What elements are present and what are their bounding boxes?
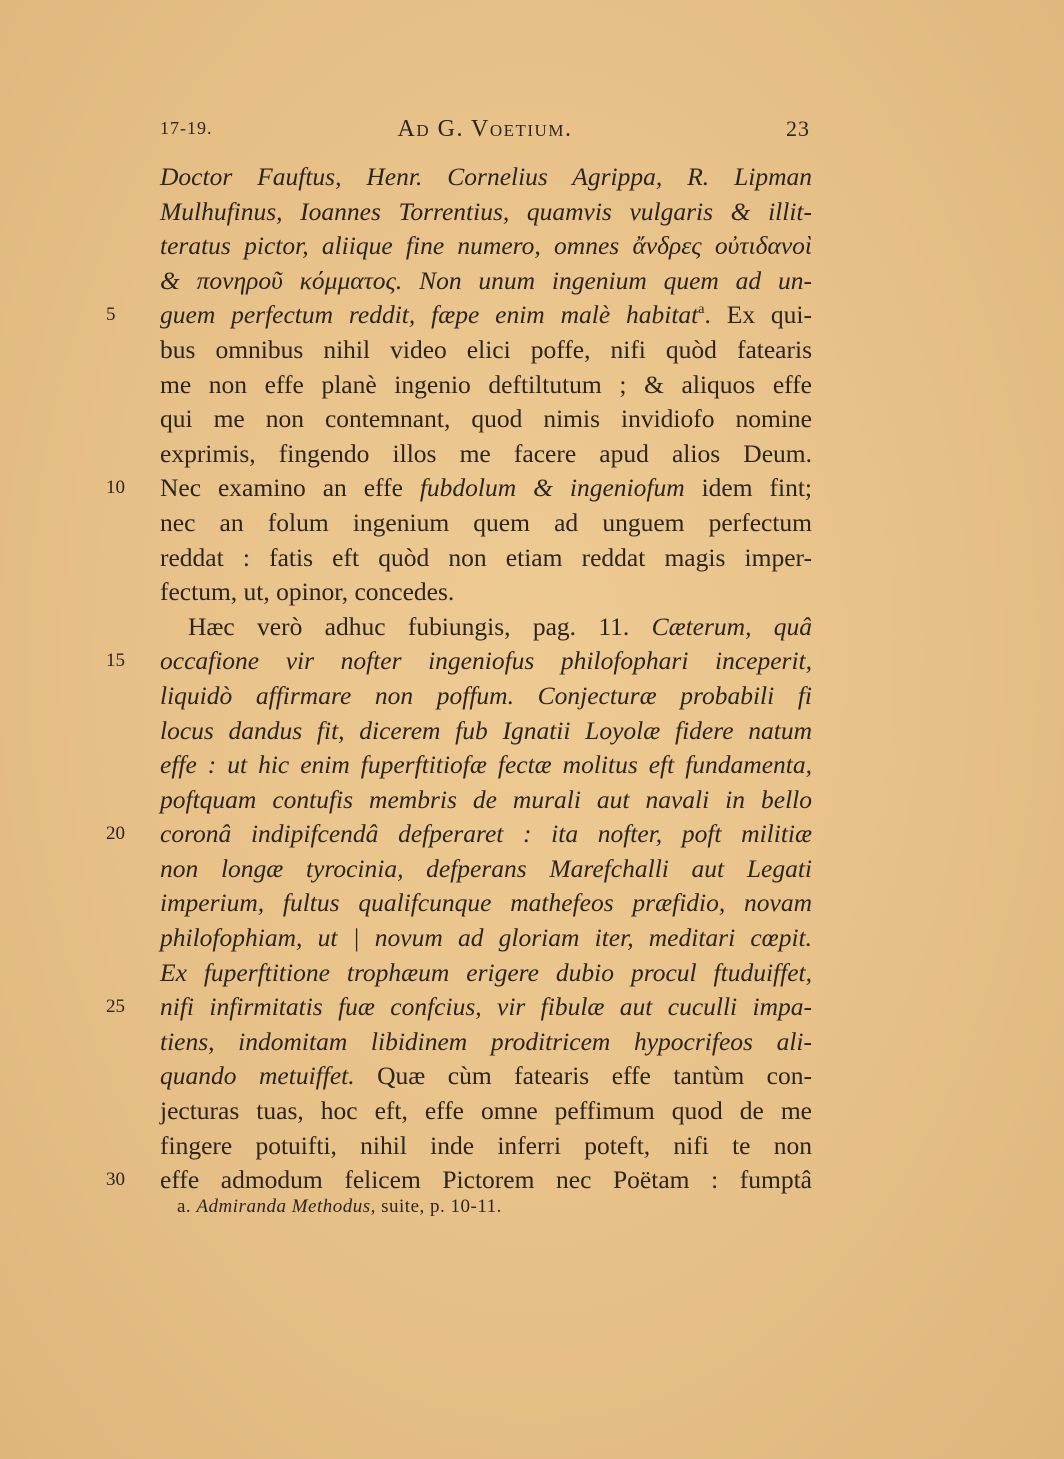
text-segment: imperium, fultus qualifcunque mathefeos præfidio, novam xyxy=(160,888,812,918)
text-segment: Nec examino an effe xyxy=(160,473,420,503)
text-line xyxy=(160,783,812,818)
line-number: 5 xyxy=(106,304,116,326)
running-title: Ad G. Voetium. xyxy=(397,116,573,142)
page-range: 17-19. xyxy=(160,118,213,138)
text-line xyxy=(160,610,812,645)
page-number: 23 xyxy=(786,116,810,141)
text-line xyxy=(160,748,812,783)
text-segment: me non effe planè ingenio deftiltutum ; & aliquos effe xyxy=(160,369,812,399)
running-head xyxy=(160,116,810,146)
text-line xyxy=(160,264,812,299)
text-segment: reddat : fatis eft quòd non etiam reddat magis imper- xyxy=(160,542,812,572)
text-line xyxy=(160,1059,812,1094)
text-line xyxy=(160,333,812,368)
text-segment: fubdolum & ingeniofum xyxy=(419,473,685,503)
footnote-ref: a xyxy=(698,302,705,318)
text-line xyxy=(106,990,812,1025)
text-line xyxy=(106,298,813,333)
text-line xyxy=(160,886,812,921)
footnote-title: Admiranda Methodus, xyxy=(196,1196,376,1217)
text-line xyxy=(160,852,812,887)
text-segment: Mulhufinus, Ioannes Torrentius, quamvis vulgaris & illit- xyxy=(160,196,812,226)
text-segment: liquidò affirmare non poffum. Conjecturæ probabili fi xyxy=(160,680,812,710)
line-number: 10 xyxy=(106,477,125,499)
footnote-text: suite, p. 10-11. xyxy=(381,1196,502,1217)
text-line xyxy=(160,1129,812,1164)
text-segment: Cæterum, quâ xyxy=(651,611,812,641)
text-line xyxy=(160,160,812,195)
text-line xyxy=(160,195,812,230)
text-segment: Hæc verò adhuc fubiungis, pag. 11. xyxy=(188,611,652,641)
text-segment: nec an folum ingenium quem ad unguem perfectum xyxy=(160,507,812,537)
text-segment: qui me non contemnant, quod nimis invidiofo nomine xyxy=(160,404,812,434)
text-segment: coronâ indipifcendâ defperaret : ita nofter, poft militiæ xyxy=(160,819,812,849)
text-line xyxy=(160,229,812,264)
text-line xyxy=(106,1163,812,1198)
text-line xyxy=(160,506,812,541)
text-segment: & πονηροῦ κόμματος. Non unum ingenium quem ad un- xyxy=(160,265,812,295)
text-segment: tiens, indomitam libidinem proditricem hypocrifeos ali- xyxy=(160,1026,812,1056)
text-line xyxy=(160,1094,812,1129)
text-segment: nifi infirmitatis fuæ confcius, vir fibulæ aut cuculli impa- xyxy=(160,992,812,1022)
text-segment: locus dandus fit, dicerem fub Ignatii Loyolæ fidere natum xyxy=(160,715,812,745)
line-number: 30 xyxy=(106,1169,125,1191)
body-text xyxy=(106,160,813,1198)
text-segment: exprimis, fingendo illos me facere apud alios Deum. xyxy=(160,438,812,468)
text-line xyxy=(106,471,812,506)
text-line xyxy=(106,644,812,679)
footnote-mark: a. xyxy=(177,1196,192,1217)
text-line xyxy=(160,541,812,576)
text-segment: teratus pictor, aliique fine numero, omnes ἄνδρες οὐτιδανοὶ xyxy=(160,231,812,261)
line-number: 15 xyxy=(106,650,125,672)
text-segment: effe : ut hic enim fuperftitiofæ fectæ molitus eft fundamenta, xyxy=(160,750,812,780)
text-segment: occafione vir nofter ingeniofus philofophari inceperit, xyxy=(160,646,812,676)
text-segment: philofophiam, ut | novum ad gloriam iter, meditari cœpit. xyxy=(160,923,812,953)
text-line xyxy=(160,1025,812,1060)
text-segment: guem perfectum reddit, fæpe enim malè habitat xyxy=(160,300,699,330)
text-line xyxy=(160,575,812,610)
text-segment: Ex fuperftitione trophæum erigere dubio procul ftuduiffet, xyxy=(160,957,812,987)
text-line xyxy=(160,679,812,714)
text-line xyxy=(160,437,812,472)
text-line xyxy=(160,956,812,991)
text-segment: quando metuiffet. xyxy=(160,1061,355,1091)
text-segment: non longæ tyrocinia, defperans Marefchalli aut Legati xyxy=(160,853,812,883)
text-line xyxy=(160,714,812,749)
text-segment: fingere potuifti, nihil inde inferri poteft, nifi te non xyxy=(160,1130,812,1160)
text-segment: idem fint; xyxy=(684,473,812,503)
text-segment: Quæ cùm fatearis effe tantùm con- xyxy=(354,1061,812,1091)
footnote xyxy=(177,1196,502,1218)
text-line xyxy=(160,921,812,956)
text-segment: bus omnibus nihil video elici poffe, nifi quòd fatearis xyxy=(160,334,812,364)
text-line xyxy=(106,817,812,852)
text-segment: effe admodum felicem Pictorem nec Poëtam : fumptâ xyxy=(160,1165,812,1195)
text-line xyxy=(160,368,812,403)
text-segment: fectum, ut, opinor, concedes. xyxy=(160,577,455,607)
text-segment: Doctor Fauftus, Henr. Cornelius Agrippa, R. Lipman xyxy=(160,162,812,191)
line-number: 20 xyxy=(106,823,125,845)
line-number: 25 xyxy=(106,996,125,1018)
text-segment: poftquam contufis membris de murali aut navali in bello xyxy=(160,784,812,814)
text-segment: jecturas tuas, hoc eft, effe omne peffimum quod de me xyxy=(160,1096,812,1126)
text-line xyxy=(160,402,812,437)
text-segment: . Ex qui- xyxy=(704,300,813,330)
